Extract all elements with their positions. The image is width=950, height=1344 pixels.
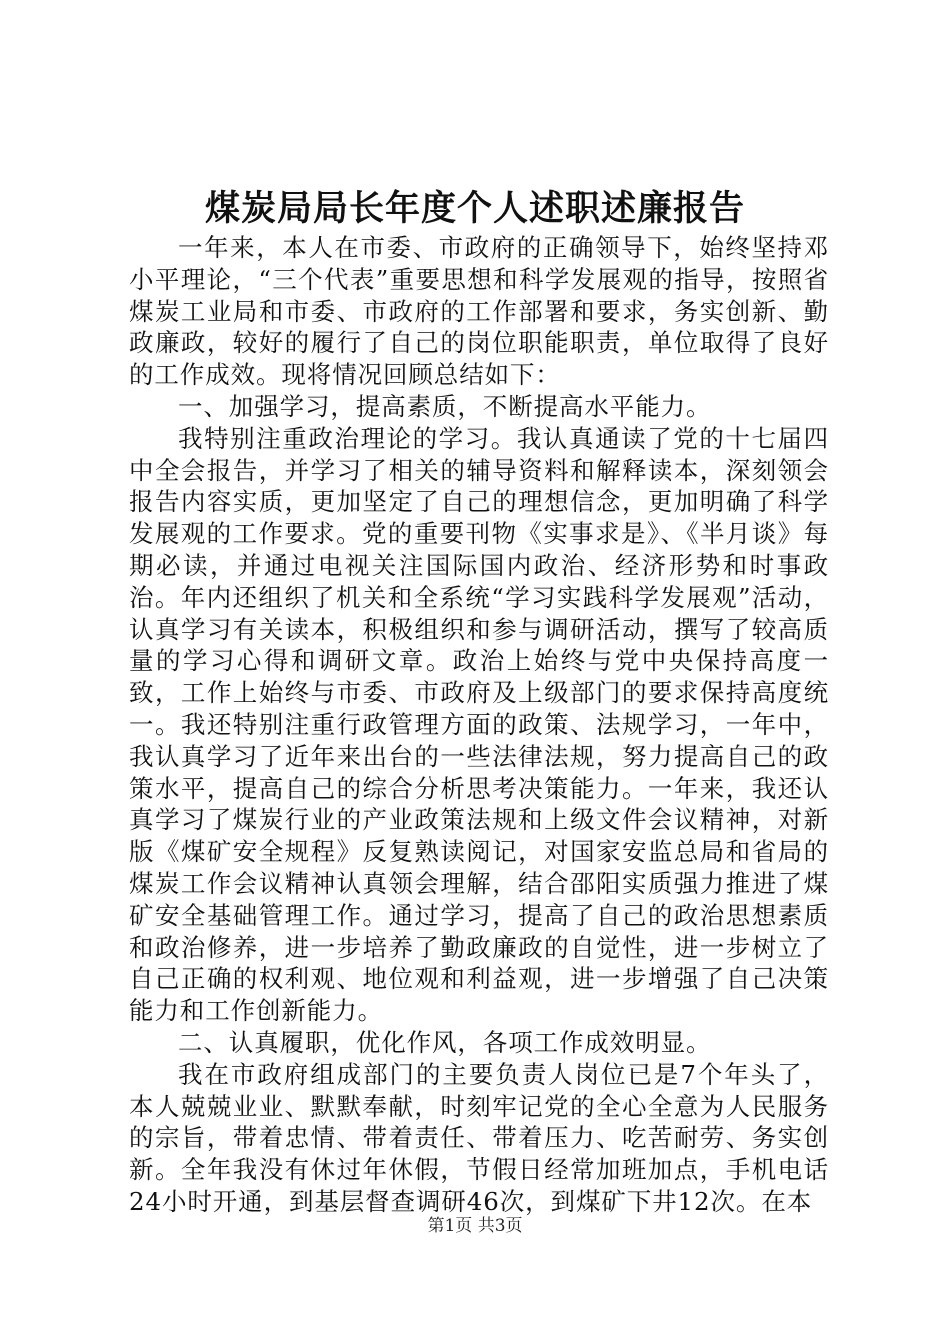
document-title: 煤炭局局长年度个人述职述廉报告 [204,188,745,229]
section-1-paragraph: 我特别注重政治理论的学习。我认真通读了党的十七届四中全会报告，并学习了相关的辅导资料和解释读本，深刻领会报告内容实质，更加坚定了自己的理想信念，更加明确了科学发展观的工作要求。党的重要刊物《实事求是》、《半月谈》每期必读，并通过电视关注国际国内政治、经济形势和时事政治。年内还组织了机关和全系统“学习实践科学发展观”活动，认真学习有关读本，积极组织和参与调研活动，撰写了较高质量的学习心得和调研文章。政治上始终与党中央保持高度一致，工作上始终与市委、市政府及上级部门的要求保持高度统一。我还特别注重行政管理方面的政策、法规学习，一年中，我认真学习了近年来出台的一些法律法规，努力提高自己的政策水平，提高自己的综合分析思考决策能力。一年来，我还认真学习了煤炭行业的产业政策法规和上级文件会议精神，对新版《煤矿安全规程》反复熟读阅记，对国家安监总局和省局的煤炭工作会议精神认真领会理解，结合邵阳实质强力推进了煤矿安全基础管理工作。通过学习，提高了自己的政治思想素质和政治修养，进一步培养了勤政廉政的自觉性，进一步树立了自己正确的权利观、地位观和利益观，进一步增强了自己决策能力和工作创新能力。 [129,423,829,1026]
page-footer: 第1页 共3页 [427,1216,523,1236]
intro-paragraph: 一年来，本人在市委、市政府的正确领导下，始终坚持邓小平理论，“三个代表”重要思想和科学发展观的指导，按照省煤炭工业局和市委、市政府的工作部署和要求，务实创新、勤政廉政，较好的履行了自己的岗位职能职责，单位取得了良好的工作成效。现将情况回顾总结如下： [129,233,829,390]
section-2-paragraph: 我在市政府组成部门的主要负责人岗位已是7个年头了，本人兢兢业业、默默奉献，时刻牢记党的全心全意为人民服务的宗旨，带着忠情、带着责任、带着压力、吃苦耐劳、务实创新。全年我没有休过年休假，节假日经常加班加点，手机电话24小时开通，到基层督查调研46次，到煤矿下井12次。在本 [129,1059,829,1216]
section-heading-2: 二、认真履职，优化作风，各项工作成效明显。 [178,1027,712,1057]
section-heading-1: 一、加强学习，提高素质，不断提高水平能力。 [178,391,712,421]
document-body [129,232,829,1218]
